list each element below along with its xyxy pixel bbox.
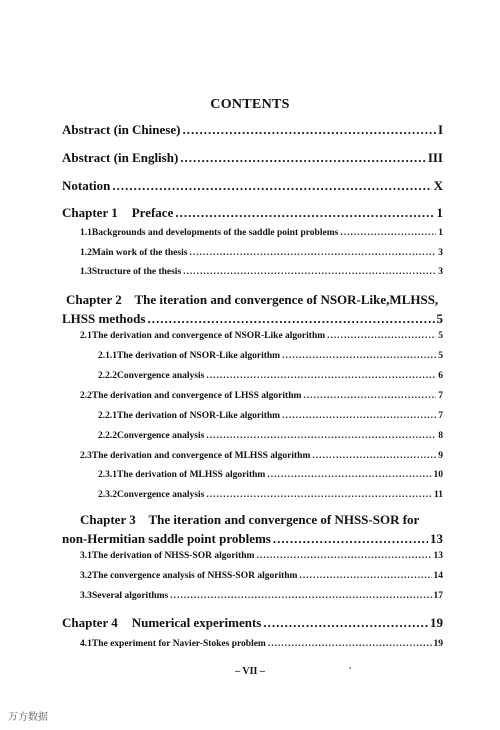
toc-section-number: 2.1: [80, 331, 92, 341]
toc-entry-text: Abstract (in Chinese): [62, 122, 181, 137]
page-number-footer: – VII –: [235, 666, 265, 677]
toc-section-number: 3.1: [80, 551, 92, 561]
toc-page-number: 19: [430, 615, 443, 630]
toc-entry-text: The derivation of MLHSS algorithm: [117, 470, 266, 480]
toc-page-number: X: [433, 178, 443, 193]
toc-entry-text: Preface: [131, 205, 174, 220]
toc-section-number: 3.3: [80, 591, 92, 601]
toc-entry-text: The derivation of NSOR-Like algorithm: [117, 411, 281, 421]
toc-entry-text-continued: LHSS methods: [62, 311, 146, 326]
leader-dots: [189, 248, 436, 258]
leader-dots: [303, 391, 436, 401]
toc-entry-notation[interactable]: [62, 178, 443, 194]
toc-subsection-number: 2.2.1: [98, 411, 117, 421]
toc-entry-3-1[interactable]: [80, 551, 443, 561]
toc-entry-text: The derivation and convergence of NSOR-Like algorithm: [91, 331, 326, 341]
toc-entry-text-continued: non-Hermitian saddle point problems: [62, 531, 271, 546]
toc-page-number: 9: [438, 451, 443, 461]
toc-entry-chapter-3[interactable]: [62, 510, 443, 548]
leader-dots: [175, 205, 434, 221]
toc-entry-text: Numerical experiments: [131, 615, 262, 630]
leader-dots: [183, 267, 436, 277]
leader-dots: [256, 551, 431, 561]
toc-page-number: 5: [438, 351, 443, 361]
toc-subsection-number: 2.2.2: [98, 431, 117, 441]
toc-entry-chapter-4[interactable]: [62, 615, 443, 631]
toc-page-number: 8: [438, 431, 443, 441]
toc-entry-text: Structure of the thesis: [91, 267, 182, 277]
toc-entry-4-1[interactable]: [80, 639, 443, 649]
toc-entry-text: The derivation and convergence of MLHSS algorithm: [91, 451, 311, 461]
toc-entry-2-2-2b[interactable]: [98, 431, 443, 441]
toc-page-number: 10: [433, 470, 443, 480]
toc-entry-text: The derivation of NSOR-Like algorithm: [117, 351, 281, 361]
leader-dots: [299, 571, 431, 581]
toc-chapter-number: Chapter 1: [62, 205, 118, 220]
leader-dots: [282, 351, 436, 361]
toc-entry-text: The convergence analysis of NHSS-SOR algorithm: [91, 571, 298, 581]
toc-entry-2-1-1[interactable]: [98, 351, 443, 361]
toc-entry-2-1[interactable]: [80, 331, 443, 341]
toc-entry-chapter-1[interactable]: [62, 205, 443, 221]
toc-chapter-number: Chapter 4: [62, 615, 118, 630]
toc-entry-chapter-2[interactable]: [62, 290, 443, 328]
leader-dots: [206, 490, 432, 500]
leader-dots: [170, 591, 431, 601]
toc-page-number: 5: [438, 331, 443, 341]
toc-entry-text: Convergence analysis: [117, 371, 205, 381]
toc-page-number: 1: [436, 205, 443, 220]
toc-entry-3-3[interactable]: [80, 591, 443, 601]
toc-entry-text: The experiment for Navier-Stokes problem: [91, 639, 266, 649]
toc-page-number: 6: [438, 371, 443, 381]
toc-entry-text: Convergence analysis: [117, 431, 205, 441]
toc-entry-3-2[interactable]: [80, 571, 443, 581]
toc-entry-text: Several algorithms: [92, 591, 169, 601]
leader-dots: [312, 451, 436, 461]
toc-page-number: 7: [438, 411, 443, 421]
toc-subsection-number: 2.3.1: [98, 470, 117, 480]
scan-speck: [349, 667, 351, 669]
toc-page-number: 19: [433, 639, 443, 649]
leader-dots: [273, 529, 428, 548]
toc-section-number: 2.3: [80, 451, 92, 461]
toc-page-number: 3: [438, 267, 443, 277]
toc-page-number: 11: [434, 490, 443, 500]
toc-entry-1-1[interactable]: [80, 228, 443, 238]
toc-page-number: 13: [433, 551, 443, 561]
toc-section-number: 2.2: [80, 391, 92, 401]
toc-entry-abstract-english[interactable]: [62, 150, 443, 166]
toc-entry-1-3[interactable]: [80, 267, 443, 277]
leader-dots: [147, 309, 434, 328]
leader-dots: [327, 331, 436, 341]
toc-entry-text: Backgrounds and developments of the saddle point problems: [91, 228, 339, 238]
leader-dots: [182, 122, 436, 138]
toc-entry-text: Abstract (in English): [62, 150, 179, 165]
toc-page-number: 17: [433, 591, 443, 601]
toc-page-number: III: [427, 150, 443, 165]
leader-dots: [112, 178, 431, 194]
toc-section-number: 4.1: [80, 639, 92, 649]
leader-dots: [206, 431, 436, 441]
watermark-text: 万方数据: [8, 712, 48, 723]
leader-dots: [282, 411, 436, 421]
toc-section-number: 1.2: [80, 248, 92, 258]
toc-page-number: 14: [433, 571, 443, 581]
toc-entry-text: The derivation and convergence of LHSS algorithm: [91, 391, 302, 401]
toc-entry-2-3[interactable]: [80, 451, 443, 461]
toc-page-number: 7: [438, 391, 443, 401]
toc-page-number: I: [437, 122, 443, 137]
toc-entry-text: Convergence analysis: [117, 490, 205, 500]
leader-dots: [206, 371, 436, 381]
toc-page-number: 13: [430, 531, 443, 546]
toc-subsection-number: 2.1.1: [98, 351, 117, 361]
toc-section-number: 3.2: [80, 571, 92, 581]
leader-dots: [180, 150, 426, 166]
toc-entry-1-2[interactable]: [80, 248, 443, 258]
toc-entry-text: Chapter 3 The iteration and convergence of NHSS-SOR for: [80, 512, 420, 527]
toc-page-number: 5: [436, 311, 443, 326]
leader-dots: [268, 639, 432, 649]
toc-page-number: 3: [438, 248, 443, 258]
toc-entry-abstract-chinese[interactable]: [62, 122, 443, 138]
toc-entry-2-2-1[interactable]: [98, 411, 443, 421]
toc-page-number: 1: [438, 228, 443, 238]
toc-subsection-number: 2.2.2: [98, 371, 117, 381]
toc-section-number: 1.1: [80, 228, 92, 238]
toc-entry-text: Notation: [62, 178, 111, 193]
toc-entry-2-3-2[interactable]: [98, 490, 443, 500]
toc-entry-2-2-2a[interactable]: [98, 371, 443, 381]
toc-entry-text: Main work of the thesis: [91, 248, 188, 258]
toc-entry-2-2[interactable]: [80, 391, 443, 401]
toc-section-number: 1.3: [80, 267, 92, 277]
leader-dots: [340, 228, 436, 238]
page-title: CONTENTS: [210, 97, 290, 112]
leader-dots: [263, 615, 428, 631]
leader-dots: [267, 470, 431, 480]
toc-entry-text: Chapter 2 The iteration and convergence of NSOR-Like,MLHSS,: [66, 292, 439, 307]
toc-subsection-number: 2.3.2: [98, 490, 117, 500]
toc-entry-text: The derivation of NHSS-SOR algorithm: [91, 551, 255, 561]
toc-entry-2-3-1[interactable]: [98, 470, 443, 480]
